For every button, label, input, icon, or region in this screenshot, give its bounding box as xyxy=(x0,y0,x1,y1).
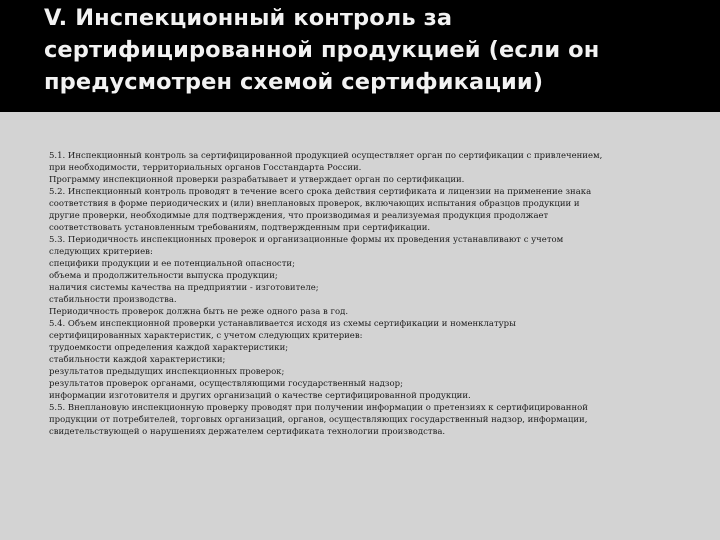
body-line: 5.5. Внеплановую инспекционную проверку проводят при получении информации о претензиях к сертифицированной xyxy=(49,403,588,413)
body-line: 5.1. Инспекционный контроль за сертифицированной продукцией осуществляет орган по сертификации с привлечением, xyxy=(49,151,603,161)
body-line: свидетельствующей о нарушениях держателем сертификата технологии производства. xyxy=(49,427,446,437)
body-line: соответствовать установленным требованиям, подтвержденным при сертификации. xyxy=(49,223,431,233)
slide-title-line: сертифицированной продукцией (если он xyxy=(44,37,600,63)
slide-title-line: предусмотрен схемой сертификации) xyxy=(44,69,544,95)
body-line: 5.4. Объем инспекционной проверки устанавливается исходя из схемы сертификации и номенклатуры xyxy=(49,319,516,329)
slide-body xyxy=(0,112,720,540)
body-line: трудоемкости определения каждой характеристики; xyxy=(49,343,289,353)
body-text xyxy=(49,150,689,438)
body-line: следующих критериев: xyxy=(49,247,153,257)
body-line: результатов предыдущих инспекционных проверок; xyxy=(49,367,285,377)
body-line: продукции от потребителей, торговых организаций, органов, осуществляющих государственный надзор, информации, xyxy=(49,415,588,425)
body-line: Программу инспекционной проверки разрабатывает и утверждает орган по сертификации. xyxy=(49,175,465,185)
slide-title-line: V. Инспекционный контроль за xyxy=(44,5,453,31)
body-line: стабильности каждой характеристики; xyxy=(49,355,226,365)
body-line: соответствия в форме периодических и (или) внеплановых проверок, включающих испытания образцов продукции и xyxy=(49,199,580,209)
body-line: другие проверки, необходимые для подтверждения, что производимая и реализуемая продукция продолжает xyxy=(49,211,549,221)
body-line: наличия системы качества на предприятии - изготовителе; xyxy=(49,283,319,293)
body-line: объема и продолжительности выпуска продукции; xyxy=(49,271,278,281)
body-line: 5.3. Периодичность инспекционных проверок и организационные формы их проведения устанавливают с учетом xyxy=(49,235,564,245)
body-line: при необходимости, территориальных органов Госстандарта России. xyxy=(49,163,362,173)
slide-header xyxy=(0,0,720,112)
body-line: результатов проверок органами, осуществляющими государственный надзор; xyxy=(49,379,403,389)
slide-title xyxy=(44,2,694,98)
body-line: информации изготовителя и других организаций о качестве сертифицированной продукции. xyxy=(49,391,471,401)
body-line: 5.2. Инспекционный контроль проводят в течение всего срока действия сертификата и лицензии на применение знака xyxy=(49,187,592,197)
body-line: стабильности производства. xyxy=(49,295,177,305)
body-line: Периодичность проверок должна быть не реже одного раза в год. xyxy=(49,307,349,317)
body-line: сертифицированных характеристик, с учетом следующих критериев: xyxy=(49,331,363,341)
body-line: специфики продукции и ее потенциальной опасности; xyxy=(49,259,295,269)
